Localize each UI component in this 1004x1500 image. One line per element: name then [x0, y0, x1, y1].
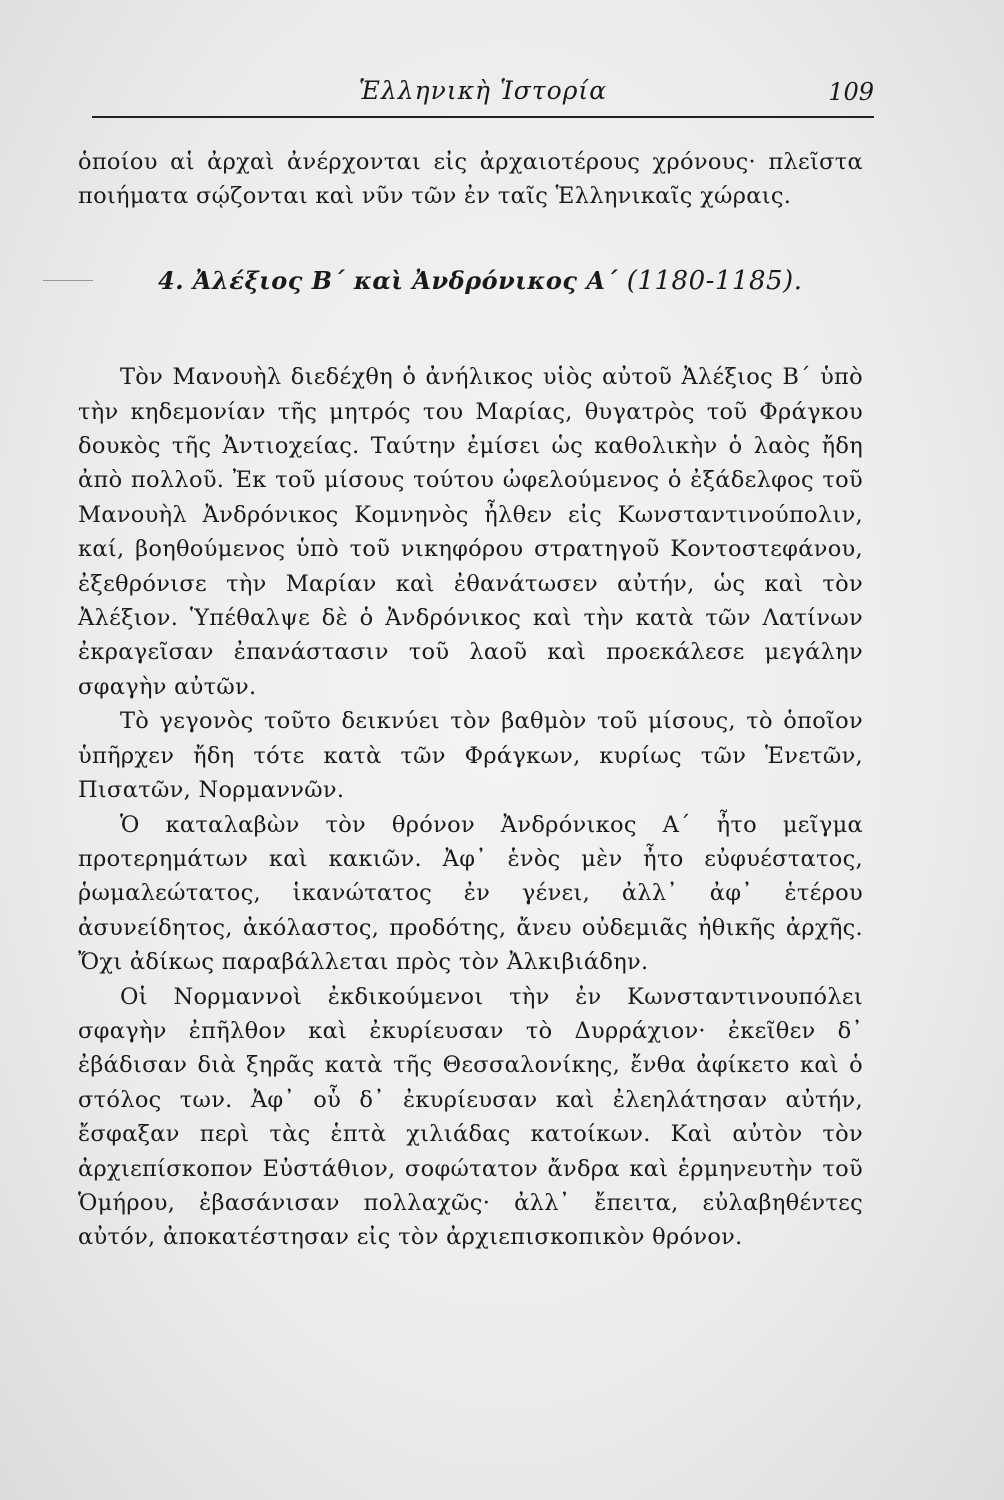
section-title: Ἀλέξιος Β΄ καὶ Ἀνδρόνικος Α΄ [192, 265, 618, 295]
header-rule [92, 116, 874, 118]
paragraph-1: Τὸν Μανουὴλ διεδέχθη ὁ ἀνήλικος υἱὸς αὐτοῦ Ἀλέξιος Β΄ ὑπὸ τὴν κηδεμονίαν τῆς μητρός του Μαρίας, θυγατρὸς τοῦ Φράγκου δουκὸς τῆς Ἀντιοχείας. Ταύτην ἐμίσει ὡς καθολικὴν ὁ λαὸς ἤδη ἀπὸ πολλοῦ. Ἐκ τοῦ μίσους τούτου ὠφελούμενος ὁ ἐξάδελφος τοῦ Μανουὴλ Ἀνδρόνικος Κομνηνὸς ἦλθεν εἰς Κωνσταντινούπολιν, καί, βοηθούμενος ὑπὸ τοῦ νικηφόρου στρατηγοῦ Κοντοστεφάνου, ἐξεθρόνισε τὴν Μαρίαν καὶ ἐθανάτωσεν αὐτήν, ὡς καὶ τὸν Ἀλέξιον. Ὑπέθαλψε δὲ ὁ Ἀνδρόνικος καὶ τὴν κατὰ τῶν Λατίνων ἐκραγεῖσαν ἐπανάστασιν τοῦ λαοῦ καὶ προεκάλεσε μεγάλην σφαγὴν αὐτῶν. [78, 364, 863, 700]
paragraph-4: Οἱ Νορμαννοὶ ἐκδικούμενοι τὴν ἐν Κωνσταντινουπόλει σφαγὴν ἐπῆλθον καὶ ἐκυρίευσαν τὸ Δυρράχιον· ἐκεῖθεν δ᾽ ἐβάδισαν διὰ ξηρᾶς κατὰ τῆς Θεσσαλονίκης, ἔνθα ἀφίκετο καὶ ὁ στόλος των. Ἀφ᾽ οὗ δ᾽ ἐκυρίευσαν καὶ ἐλεηλάτησαν αὐτήν, ἔσφαξαν περὶ τὰς ἑπτὰ χιλιάδας κατοίκων. Καὶ αὐτὸν τὸν ἀρχιεπίσκοπον Εὐστάθιον, σοφώτατον ἄνδρα καὶ ἑρμηνευτὴν τοῦ Ὁμήρου, ἐβασάνισαν πολλαχῶς· ἀλλ᾽ ἔπειτα, εὐλαβηθέντες αὐτόν, ἀποκατέστησαν εἰς τὸν ἀρχιεπισκοπικὸν θρόνον. [78, 983, 863, 1251]
section-years: (1180-1185). [626, 265, 803, 296]
paragraph-2: Τὸ γεγονὸς τοῦτο δεικνύει τὸν βαθμὸν τοῦ μίσους, τὸ ὁποῖον ὑπῆρχεν ἤδη τότε κατὰ τῶν Φράγκων, κυρίως τῶν Ἑνετῶν, Πισατῶν, Νορμαννῶν. [78, 708, 863, 804]
paragraph-3: Ὁ καταλαβὼν τὸν θρόνον Ἀνδρόνικος Α΄ ἦτο μεῖγμα προτερημάτων καὶ κακιῶν. Ἀφ᾽ ἑνὸς μὲν ἦτο εὐφυέστατος, ῥωμαλεώτατος, ἱκανώτατος ἐν γένει, ἀλλ᾽ ἀφ᾽ ἑτέρου ἀσυνείδητος, ἀκόλαστος, προδότης, ἄνευ οὐδεμιᾶς ἠθικῆς ἀρχῆς. Ὄχι ἀδίκως παραβάλλεται πρὸς τὸν Ἀλκιβιάδην. [78, 811, 863, 976]
continued-paragraph: ὁποίου αἱ ἀρχαὶ ἀνέρχονται εἰς ἀρχαιοτέρους χρόνους· πλεῖστα ποιήματα σῴζονται καὶ νῦν τῶν ἐν ταῖς Ἑλληνικαῖς χώραις. [78, 149, 863, 210]
body-text [78, 145, 863, 1255]
page-header [92, 70, 874, 118]
heading-dash [43, 280, 93, 281]
section-heading [78, 264, 863, 298]
section-number: 4. [158, 265, 185, 295]
running-title: Ἑλληνικὴ Ἱστορία [358, 76, 608, 105]
page-number: 109 [828, 78, 874, 106]
